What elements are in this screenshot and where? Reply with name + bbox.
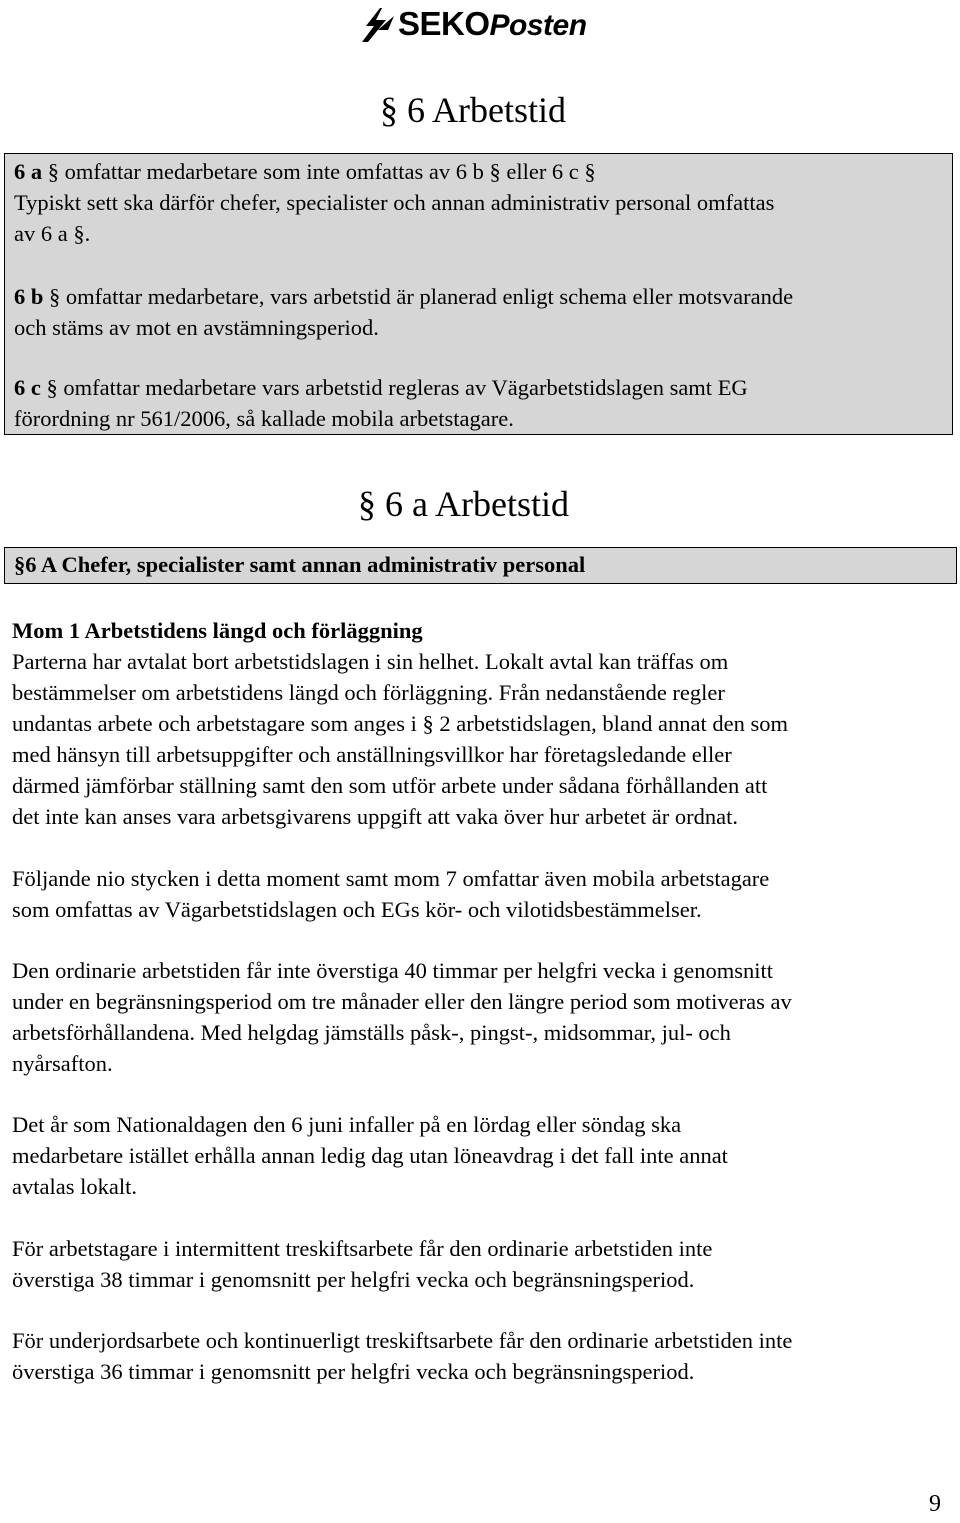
body-line: För arbetstagare i intermittent treskiftsarbete får den ordinarie arbetstiden inte — [12, 1236, 713, 1261]
body-line: överstiga 38 timmar i genomsnitt per helgfri vecka och begränsningsperiod. — [12, 1267, 695, 1292]
subsection-title: § 6 a Arbetstid — [358, 484, 569, 524]
intro-line: 6 a § omfattar medarbetare som inte omfattas av 6 b § eller 6 c § — [14, 159, 596, 184]
body-line: nyårsafton. — [12, 1051, 113, 1076]
intro-line: 6 b § omfattar medarbetare, vars arbetstid är planerad enligt schema eller motsvarande — [14, 284, 794, 309]
body-line: avtalas lokalt. — [12, 1174, 137, 1199]
logo-mark-icon — [358, 6, 396, 44]
body-line: Parterna har avtalat bort arbetstidslagen i sin helhet. Lokalt avtal kan träffas om — [12, 649, 729, 674]
logo-wordmark: SEKOPosten — [398, 5, 587, 42]
body-line: undantas arbete och arbetstagare som anges i § 2 arbetstidslagen, bland annat den som — [12, 711, 788, 736]
intro-box — [4, 153, 953, 435]
body-line: arbetsförhållandena. Med helgdag jämställs påsk-, pingst-, midsommar, jul- och — [12, 1020, 731, 1045]
intro-line: 6 c § omfattar medarbetare vars arbetstid regleras av Vägarbetstidslagen samt EG — [14, 375, 748, 400]
mom1-heading: Mom 1 Arbetstidens längd och förläggning — [12, 618, 423, 643]
body-line: bestämmelser om arbetstidens längd och förläggning. Från nedanstående regler — [12, 680, 725, 705]
intro-line: av 6 a §. — [14, 221, 91, 246]
body-line: För underjordsarbete och kontinuerligt treskiftsarbete får den ordinarie arbetstiden inte — [12, 1328, 793, 1353]
body-line: medarbetare istället erhålla annan ledig dag utan löneavdrag i det fall inte annat — [12, 1143, 728, 1168]
body-line: under en begränsningsperiod om tre månader eller den längre period som motiveras av — [12, 989, 792, 1014]
body-line: Den ordinarie arbetstiden får inte överstiga 40 timmar per helgfri vecka i genomsnitt — [12, 958, 773, 983]
intro-line: förordning nr 561/2006, så kallade mobila arbetstagare. — [14, 406, 514, 431]
seko-posten-logo — [358, 2, 608, 46]
body-line: som omfattas av Vägarbetstidslagen och EGs kör- och vilotidsbestämmelser. — [12, 897, 702, 922]
body-line: därmed jämförbar ställning samt den som utför arbete under sådana förhållanden att — [12, 773, 768, 798]
section-heading: §6 A Chefer, specialister samt annan administrativ personal — [14, 552, 586, 577]
page-number: 9 — [929, 1491, 941, 1517]
body-line: överstiga 36 timmar i genomsnitt per helgfri vecka och begränsningsperiod. — [12, 1359, 695, 1384]
intro-line: Typiskt sett ska därför chefer, specialister och annan administrativ personal omfattas — [14, 190, 775, 215]
section-heading-box — [4, 547, 957, 584]
body-line: Följande nio stycken i detta moment samt mom 7 omfattar även mobila arbetstagare — [12, 866, 770, 891]
body-line: det inte kan anses vara arbetsgivarens uppgift att vaka över hur arbetet är ordnat. — [12, 804, 738, 829]
body-line: Det år som Nationaldagen den 6 juni infaller på en lördag eller söndag ska — [12, 1112, 682, 1137]
intro-line: och stäms av mot en avstämningsperiod. — [14, 315, 379, 340]
page-title: § 6 Arbetstid — [380, 90, 566, 130]
body-line: med hänsyn till arbetsuppgifter och anställningsvillkor har företagsledande eller — [12, 742, 732, 767]
